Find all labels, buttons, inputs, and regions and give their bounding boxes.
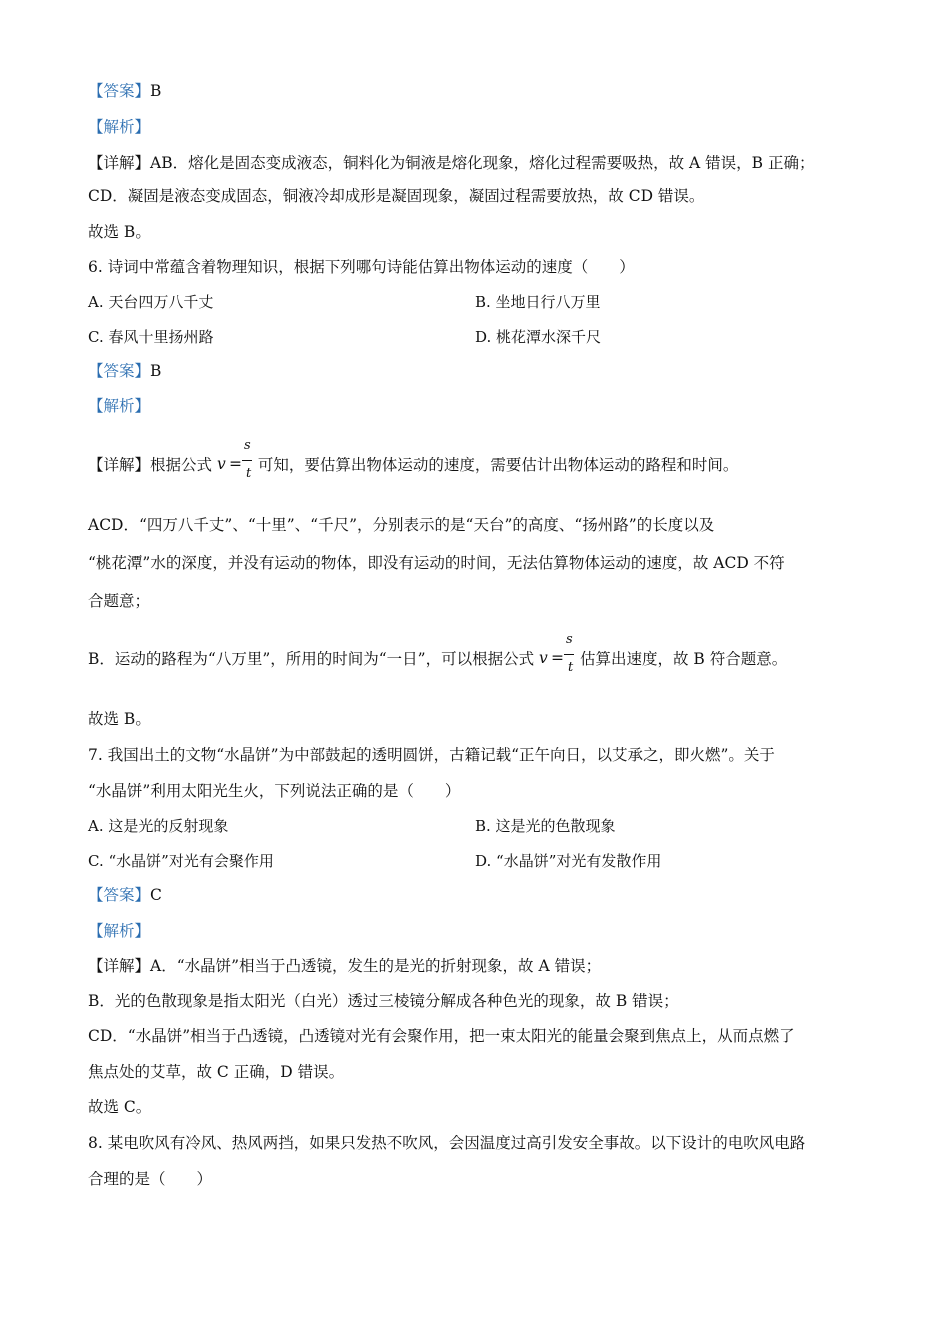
q7-conclusion: 故选 C。	[88, 1098, 152, 1116]
q6-option-b: B. 坐地日行八万里	[475, 293, 601, 311]
q7-answer-line	[88, 885, 162, 905]
q8-stem-1: 8. 某电吹风有冷风、热风两挡，如果只发热不吹风，会因温度过高引发安全事故。以下设计的电吹风电路	[88, 1134, 806, 1152]
q6-answer-line	[88, 361, 161, 381]
answer-value: B	[150, 82, 162, 100]
detail-tag: 【详解】	[88, 154, 151, 172]
q5-answer-line	[88, 81, 161, 101]
q5-conclusion: 故选 B。	[88, 223, 151, 241]
detail-tag: 【详解】	[88, 957, 151, 975]
formula-s: s	[243, 438, 251, 453]
fraction-bar	[242, 460, 252, 461]
q7-detail-1: 【详解】A．“水晶饼”相当于凸透镜，发生的是光的折射现象，故 A 错误；	[88, 957, 602, 975]
q6-b-formula-line: B．运动的路程为“八万里”，所用的时间为“一日”，可以根据公式 v = s t 估算出速度，故 B 符合题意。	[88, 649, 787, 670]
q7-option-c: C. “水晶饼”对光有会聚作用	[88, 852, 274, 870]
answer-tag: 【答案】	[88, 886, 151, 904]
formula-equals: =	[551, 649, 565, 667]
formula-t: t	[568, 660, 574, 675]
q7-detail-3: CD．“水晶饼”相当于凸透镜，凸透镜对光有会聚作用，把一束太阳光的能量会聚到焦点上，从而点燃了	[88, 1027, 795, 1045]
answer-value: C	[150, 886, 162, 904]
q6-option-c: C. 春风十里扬州路	[88, 328, 214, 346]
q7-analysis-tag: 【解析】	[88, 922, 151, 940]
detail-tag: 【详解】	[88, 456, 151, 474]
q5-analysis-tag: 【解析】	[88, 118, 151, 136]
formula-s: s	[566, 632, 573, 647]
q6-conclusion: 故选 B。	[88, 710, 151, 728]
q6-acd-1: ACD．“四万八千丈”、“十里”、“千尺”，分别表示的是“天台”的高度、“扬州路”的长度以及	[88, 516, 715, 534]
formula-equals: =	[228, 455, 242, 473]
q6-option-d: D. 桃花潭水深千尺	[475, 328, 602, 346]
answer-tag: 【答案】	[88, 82, 151, 100]
formula-v: v	[216, 455, 226, 473]
q8-stem-2: 合理的是（ ）	[88, 1170, 213, 1188]
q6-option-a: A. 天台四万八千丈	[88, 293, 214, 311]
q7-detail-4: 焦点处的艾草，故 C 正确，D 错误。	[88, 1063, 345, 1081]
fraction-bar	[564, 654, 574, 655]
q7-stem-1: 7. 我国出土的文物“水晶饼”为中部鼓起的透明圆饼，古籍记载“正午向日，以艾承之，即火燃”。关于	[88, 746, 775, 764]
q6-acd-3: 合题意；	[88, 592, 151, 610]
q7-option-a: A. 这是光的反射现象	[88, 817, 229, 835]
formula-t: t	[245, 466, 252, 481]
q5-detail-1: 【详解】AB．熔化是固态变成液态，铜料化为铜液是熔化现象，熔化过程需要吸热，故 A 错误，B 正确；	[88, 154, 815, 172]
q6-stem: 6. 诗词中常蕴含着物理知识，根据下列哪句诗能估算出物体运动的速度（ ）	[88, 258, 635, 276]
q7-detail-2: B．光的色散现象是指太阳光（白光）透过三棱镜分解成各种色光的现象，故 B 错误；	[88, 992, 679, 1010]
velocity-formula	[539, 632, 575, 675]
q7-option-b: B. 这是光的色散现象	[475, 817, 616, 835]
q7-stem-2: “水晶饼”利用太阳光生火，下列说法正确的是（ ）	[88, 782, 461, 800]
formula-v: v	[539, 649, 548, 667]
q6-detail-formula-line: 【详解】根据公式 v = s t 可知，要估算出物体运动的速度，需要估计出物体运动的路程和时间。	[88, 455, 738, 476]
velocity-formula	[216, 438, 253, 481]
answer-value: B	[150, 362, 162, 380]
q6-acd-2: “桃花潭”水的深度，并没有运动的物体，即没有运动的时间，无法估算物体运动的速度，故 ACD 不符	[88, 554, 785, 572]
q5-detail-2: CD．凝固是液态变成固态，铜液冷却成形是凝固现象，凝固过程需要放热，故 CD 错误。	[88, 187, 705, 205]
q7-option-d: D. “水晶饼”对光有发散作用	[475, 852, 662, 870]
q6-analysis-tag: 【解析】	[88, 397, 151, 415]
answer-tag: 【答案】	[88, 362, 151, 380]
